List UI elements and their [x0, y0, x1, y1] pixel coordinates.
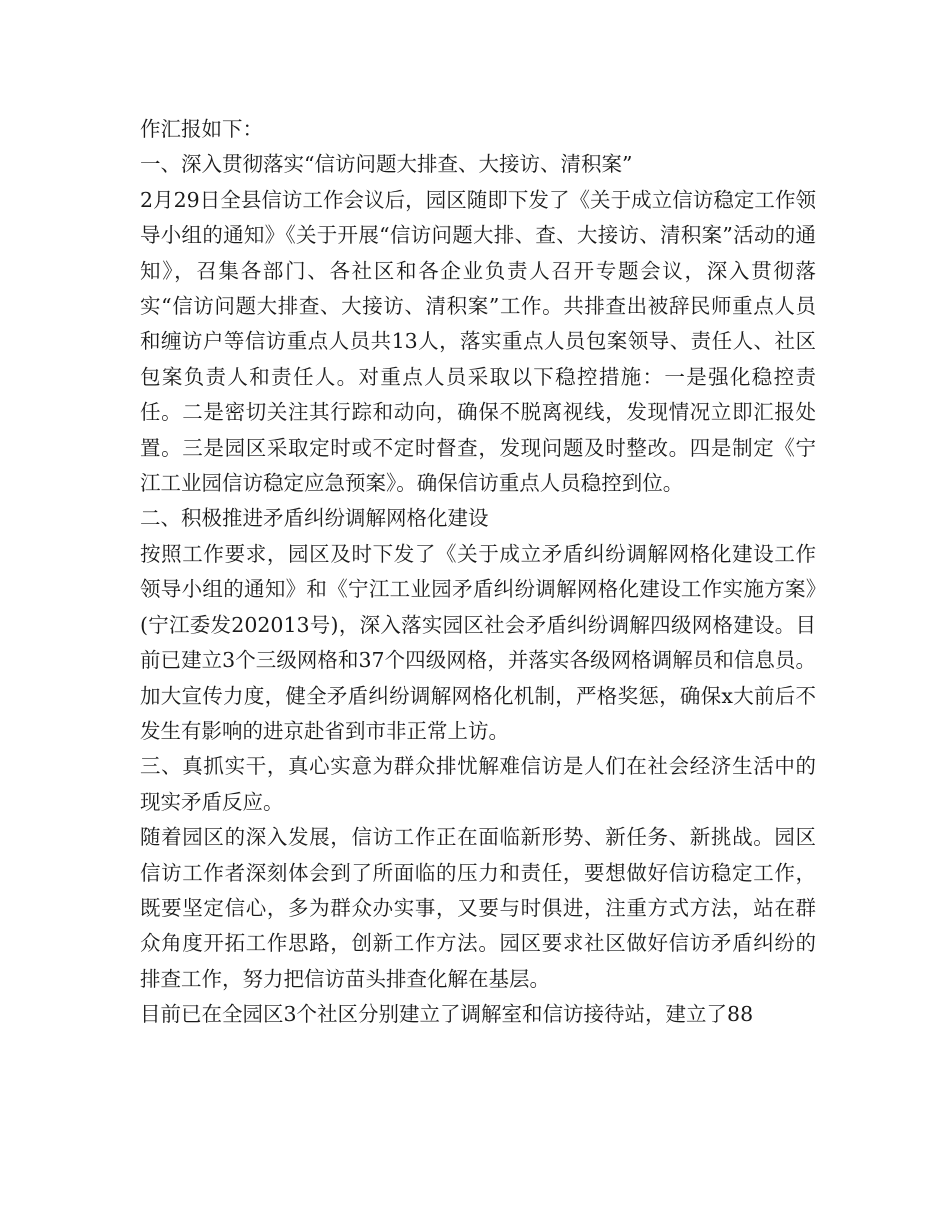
paragraph-section-3: 随着园区的深入发展，信访工作正在面临新形势、新任务、新挑战。园区信访工作者深刻体会到了所面临的压力和责任，要想做好信访稳定工作，既要坚定信心，多为群众办实事，又要与时俱进，注重方式方法，站在群众角度开拓工作思路，创新工作方法。园区要求社区做好信访矛盾纠纷的排查工作，努力把信访苗头排查化解在基层。 — [140, 825, 816, 991]
section-heading-3: 三、真抓实干，真心实意为群众排忧解难信访是人们在社会经济生活中的现实矛盾反应。 — [140, 754, 816, 814]
section-heading-2: 二、积极推进矛盾纠纷调解网格化建设 — [140, 506, 489, 531]
section-heading-1: 一、深入贯彻落实“信访问题大排查、大接访、清积案” — [140, 152, 633, 177]
document-body — [140, 112, 816, 1033]
paragraph-section-3-continued: 目前已在全园区3个社区分别建立了调解室和信访接待站，建立了88 — [140, 1002, 754, 1027]
paragraph-intro: 作汇报如下： — [140, 117, 263, 141]
paragraph-section-1: 2月29日全县信访工作会议后，园区随即下发了《关于成立信访稳定工作领导小组的通知》《关于开展“信访问题大排、查、大接访、清积案”活动的通知》，召集各部门、各社区和各企业负责人召开专题会议，深入贯彻落实“信访问题大排查、大接访、清积案”工作。共排查出被辞民师重点人员和缠访户等信访重点人员共13人，落实重点人员包案领导、责任人、社区包案负责人和责任人。对重点人员采取以下稳控措施：一是强化稳控责任。二是密切关注其行踪和动向，确保不脱离视线，发现情况立即汇报处置。三是园区采取定时或不定时督查，发现问题及时整改。四是制定《宁江工业园信访稳定应急预案》。确保信访重点人员稳控到位。 — [140, 187, 816, 496]
paragraph-section-2: 按照工作要求，园区及时下发了《关于成立矛盾纠纷调解网格化建设工作领导小组的通知》和《宁江工业园矛盾纠纷调解网格化建设工作实施方案》(宁江委发202013号)，深入落实园区社会矛盾纠纷调解四级网格建设。目前已建立3个三级网格和37个四级网格，并落实各级网格调解员和信息员。加大宣传力度，健全矛盾纠纷调解网格化机制，严格奖惩，确保x大前后不发生有影响的进京赴省到市非正常上访。 — [140, 541, 816, 743]
